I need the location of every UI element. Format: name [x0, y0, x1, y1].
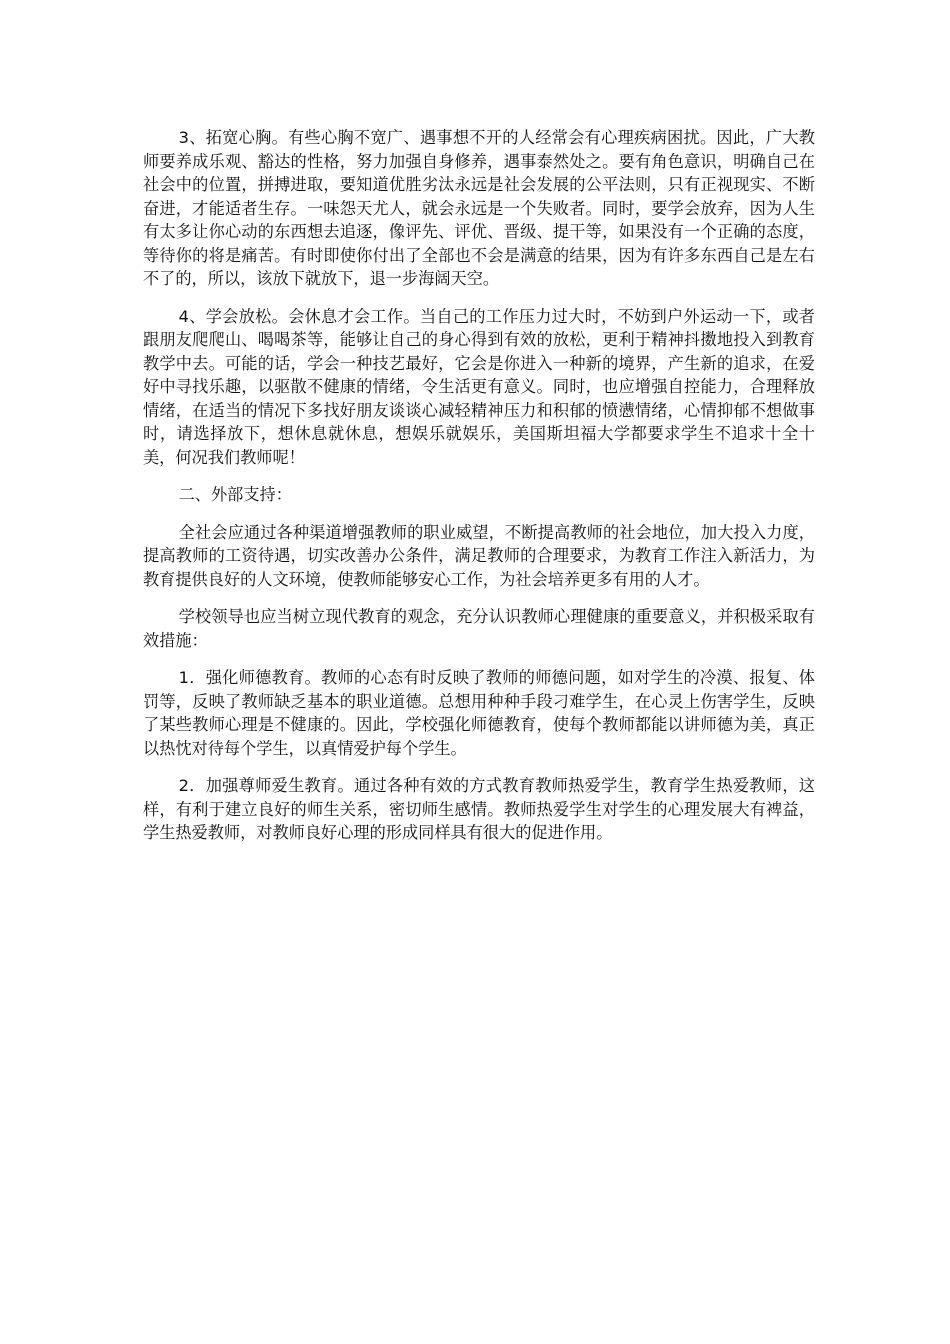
section-heading-external-support: 二、外部支持：	[178, 485, 292, 504]
paragraph-school-leaders: 学校领导也应当树立现代教育的观念，充分认识教师心理健康的重要意义，并积极采取有效措施：	[143, 607, 815, 650]
paragraph-ethics-education: 1．强化师德教育。教师的心态有时反映了教师的师德问题，如对学生的冷漠、报复、体罚等，反映了教师缺乏基本的职业道德。总想用种种手段刁难学生，在心灵上伤害学生，反映了某些教师心理是不健康的。因此，学校强化师德教育，使每个教师都能以讲师德为美，真正以热忱对待每个学生，以真情爱护每个学生。	[143, 668, 815, 758]
paragraph-society-support: 全社会应通过各种渠道增强教师的职业威望，不断提高教师的社会地位，加大投入力度，提高教师的工资待遇，切实改善办公条件，满足教师的合理要求，为教育工作注入新活力，为教育提供良好的人文环境，使教师能够安心工作，为社会培养更多有用的人才。	[143, 522, 815, 589]
paragraph-respect-teachers: 2．加强尊师爱生教育。通过各种有效的方式教育教师热爱学生，教育学生热爱教师，这样，有利于建立良好的师生关系，密切师生感情。教师热爱学生对学生的心理发展大有裨益，学生热爱教师，对教师良好心理的形成同样具有很大的促进作用。	[143, 776, 815, 842]
document-body	[143, 126, 815, 859]
paragraph-learn-relax: 4、学会放松。会休息才会工作。当自己的工作压力过大时，不妨到户外运动一下，或者跟朋友爬爬山、喝喝茶等，能够让自己的身心得到有效的放松，更利于精神抖擞地投入到教育教学中去。可能的话，学会一种技艺最好，它会是你进入一种新的境界，产生新的追求，在爱好中寻找乐趣，以驱散不健康的情绪，令生活更有意义。同时，也应增强自控能力，合理释放情绪，在适当的情况下多找好朋友谈谈心减轻精神压力和积郁的愤懑情绪，心情抑郁不想做事时，请选择放下，想休息就休息，想娱乐就娱乐，美国斯坦福大学都要求学生不追求十全十美，何况我们教师呢！	[143, 306, 815, 467]
paragraph-broaden-mind: 3、拓宽心胸。有些心胸不宽广、遇事想不开的人经常会有心理疾病困扰。因此，广大教师要养成乐观、豁达的性格，努力加强自身修养，遇事泰然处之。要有角色意识，明确自己在社会中的位置，拼搏进取，要知道优胜劣汰永远是社会发展的公平法则，只有正视现实、不断奋进，才能适者生存。一味怨天尤人，就会永远是一个失败者。同时，要学会放弃，因为人生有太多让你心动的东西想去追逐，像评先、评优、晋级、提干等，如果没有一个正确的态度，等待你的将是痛苦。有时即使你付出了全部也不会是满意的结果，因为有许多东西自己是左右不了的，所以，该放下就放下，退一步海阔天空。	[143, 128, 815, 288]
